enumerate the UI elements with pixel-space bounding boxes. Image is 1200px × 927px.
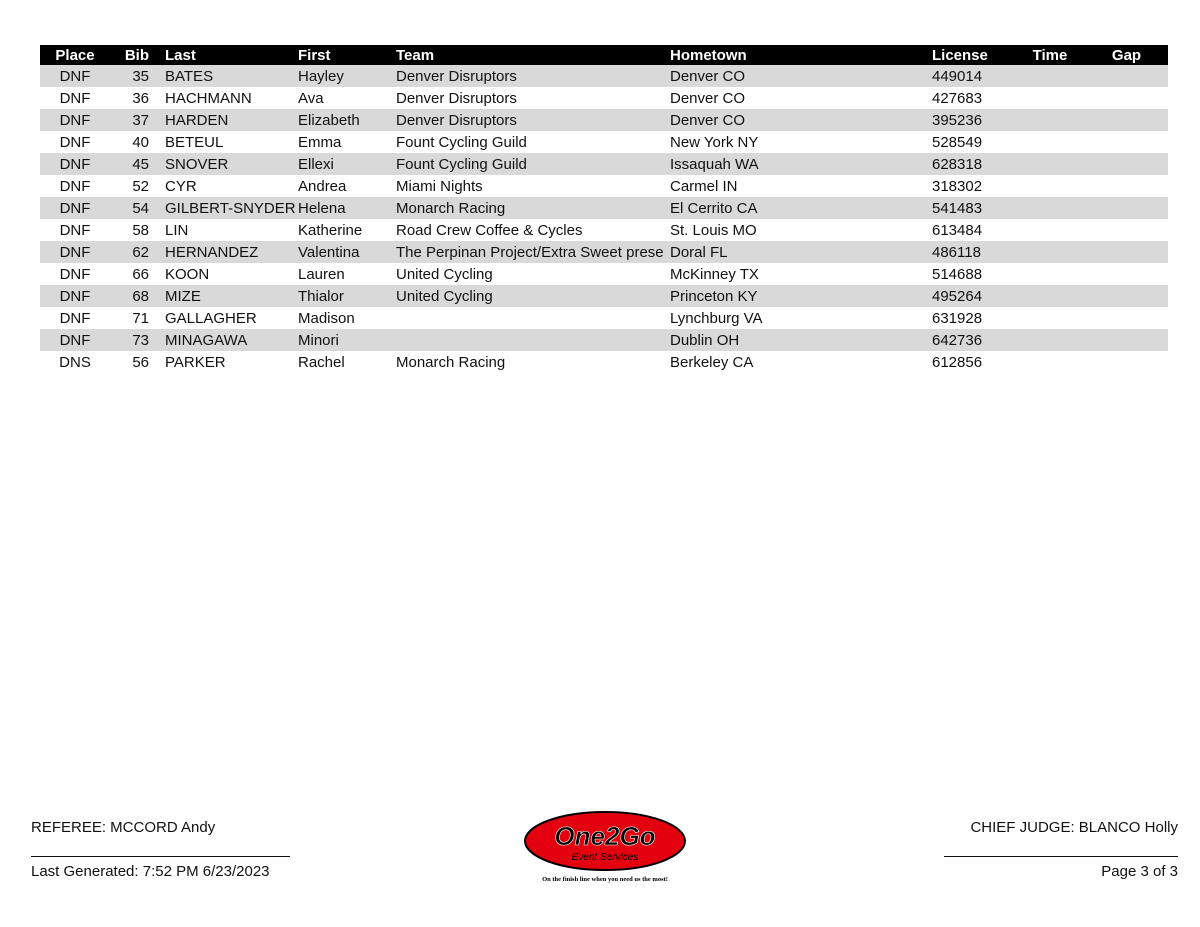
cell-gap — [1085, 87, 1168, 109]
cell-first: Madison — [298, 309, 355, 327]
cell-team: Fount Cycling Guild — [396, 153, 670, 175]
cell-time — [1015, 263, 1085, 285]
cell-license: 514688 — [932, 265, 983, 283]
cell-gap — [1085, 109, 1168, 131]
cell-time — [1015, 241, 1085, 263]
cell-time — [1015, 285, 1085, 307]
cell-place: DNF — [40, 329, 110, 351]
cell-place: DNS — [59, 353, 91, 371]
cell-team: Road Crew Coffee & Cycles — [396, 221, 583, 239]
table-row — [40, 329, 1168, 351]
cell-gap — [1085, 263, 1168, 285]
cell-last: SNOVER — [155, 153, 298, 175]
cell-bib: 58 — [132, 221, 149, 239]
table-row — [40, 285, 1168, 307]
cell-bib: 35 — [110, 65, 155, 87]
header-first: First — [298, 45, 396, 65]
header-gap: Gap — [1085, 45, 1168, 65]
cell-time — [1015, 109, 1085, 131]
cell-team: Denver Disruptors — [396, 109, 670, 131]
cell-gap — [1085, 241, 1168, 263]
cell-first: Valentina — [298, 241, 396, 263]
cell-place: DNF — [40, 197, 110, 219]
cell-first: Katherine — [298, 221, 363, 239]
cell-bib: 52 — [132, 177, 149, 195]
table-row — [40, 87, 1168, 109]
logo-subtitle: Event Services — [571, 852, 639, 863]
cell-bib: 45 — [110, 153, 155, 175]
cell-team: United Cycling — [396, 285, 670, 307]
cell-time — [1015, 87, 1085, 109]
cell-license: 495264 — [932, 285, 1015, 307]
table-row — [40, 263, 1168, 285]
cell-place: DNF — [40, 241, 110, 263]
cell-bib: 66 — [132, 265, 149, 283]
cell-gap — [1085, 285, 1168, 307]
header-license: License — [932, 45, 1015, 65]
cell-team: Fount Cycling Guild — [396, 133, 527, 151]
cell-gap — [1085, 153, 1168, 175]
cell-license: 449014 — [932, 65, 1015, 87]
cell-time — [1015, 329, 1085, 351]
cell-license: 642736 — [932, 329, 1015, 351]
cell-place: DNF — [59, 133, 91, 151]
cell-bib: 36 — [132, 89, 149, 107]
cell-place: DNF — [40, 153, 110, 175]
cell-bib: 56 — [132, 353, 149, 371]
cell-last: BETEUL — [165, 133, 224, 151]
header-place: Place — [40, 45, 110, 65]
cell-last: LIN — [165, 221, 189, 239]
header-bib: Bib — [110, 45, 155, 65]
results-body — [40, 65, 1168, 373]
cell-license: 528549 — [932, 133, 983, 151]
cell-place: DNF — [40, 285, 110, 307]
cell-license: 631928 — [932, 309, 983, 327]
table-row — [40, 65, 1168, 87]
cell-license: 628318 — [932, 153, 1015, 175]
cell-hometown: Princeton KY — [670, 285, 932, 307]
cell-last: GALLAGHER — [165, 309, 257, 327]
cell-place: DNF — [59, 89, 91, 107]
cell-place: DNF — [59, 177, 91, 195]
cell-license: 486118 — [932, 241, 1015, 263]
logo-tagline: On the finish line when you need us the most! — [542, 876, 668, 883]
cell-hometown: Issaquah WA — [670, 153, 932, 175]
table-row — [40, 197, 1168, 219]
cell-team: Miami Nights — [396, 177, 483, 195]
cell-hometown: Denver CO — [670, 89, 746, 107]
cell-team — [396, 307, 670, 329]
cell-hometown: Lynchburg VA — [670, 309, 763, 327]
cell-bib: 40 — [132, 133, 149, 151]
cell-bib: 54 — [110, 197, 155, 219]
cell-last: HACHMANN — [165, 89, 252, 107]
header-hometown: Hometown — [670, 45, 932, 65]
table-row — [40, 175, 1168, 197]
last-generated: Last Generated: 7:52 PM 6/23/2023 — [31, 863, 270, 880]
cell-first: Rachel — [298, 353, 345, 371]
cell-place: DNF — [59, 309, 91, 327]
cell-license: 427683 — [932, 89, 983, 107]
cell-team: United Cycling — [396, 265, 493, 283]
cell-first: Thialor — [298, 285, 396, 307]
cell-place: DNF — [59, 221, 91, 239]
cell-hometown: Berkeley CA — [670, 353, 754, 371]
cell-place: DNF — [40, 65, 110, 87]
cell-time — [1015, 153, 1085, 175]
cell-license: 612856 — [932, 353, 983, 371]
referee-signature-line — [31, 856, 290, 857]
cell-last: HERNANDEZ — [155, 241, 298, 263]
cell-time — [1015, 351, 1085, 373]
table-row — [40, 153, 1168, 175]
cell-time — [1015, 197, 1085, 219]
results-table — [40, 45, 1168, 373]
cell-gap — [1085, 65, 1168, 87]
table-row — [40, 241, 1168, 263]
cell-time — [1015, 65, 1085, 87]
header-team: Team — [396, 45, 670, 65]
cell-first: Hayley — [298, 65, 396, 87]
cell-last: MIZE — [155, 285, 298, 307]
cell-hometown: El Cerrito CA — [670, 197, 932, 219]
cell-first: Emma — [298, 133, 342, 151]
cell-gap — [1085, 175, 1168, 197]
cell-bib: 68 — [110, 285, 155, 307]
cell-team: Denver Disruptors — [396, 89, 517, 107]
table-row — [40, 307, 1168, 329]
cell-bib: 62 — [110, 241, 155, 263]
cell-license: 613484 — [932, 221, 983, 239]
cell-team — [396, 329, 670, 351]
cell-team: Monarch Racing — [396, 353, 506, 371]
cell-first: Andrea — [298, 177, 347, 195]
cell-hometown: Carmel IN — [670, 177, 738, 195]
cell-place: DNF — [40, 109, 110, 131]
table-row — [40, 131, 1168, 153]
chief-judge-label: CHIEF JUDGE: BLANCO Holly — [970, 819, 1178, 836]
cell-first: Elizabeth — [298, 109, 396, 131]
table-row — [40, 351, 1168, 373]
cell-last: MINAGAWA — [155, 329, 298, 351]
logo-name: One2Go — [554, 821, 656, 851]
cell-gap — [1085, 329, 1168, 351]
one2go-logo — [522, 810, 688, 884]
cell-gap — [1085, 131, 1168, 153]
cell-bib: 73 — [110, 329, 155, 351]
cell-bib: 71 — [132, 309, 149, 327]
cell-hometown: McKinney TX — [670, 265, 759, 283]
cell-first: Minori — [298, 329, 396, 351]
cell-last: GILBERT-SNYDER — [155, 197, 298, 219]
cell-last: HARDEN — [155, 109, 298, 131]
cell-last: KOON — [165, 265, 210, 283]
cell-team: Denver Disruptors — [396, 65, 670, 87]
page-number: Page 3 of 3 — [1101, 863, 1178, 880]
cell-first: Ava — [298, 89, 324, 107]
referee-label: REFEREE: MCCORD Andy — [31, 819, 216, 836]
cell-hometown: Doral FL — [670, 241, 932, 263]
table-header-row — [40, 45, 1168, 65]
cell-time — [1015, 175, 1085, 197]
cell-gap — [1085, 197, 1168, 219]
cell-bib: 37 — [110, 109, 155, 131]
header-last: Last — [155, 45, 298, 65]
cell-last: PARKER — [165, 353, 226, 371]
cell-license: 395236 — [932, 109, 1015, 131]
cell-first: Ellexi — [298, 153, 396, 175]
cell-license: 541483 — [932, 197, 1015, 219]
cell-first: Helena — [298, 197, 396, 219]
table-row — [40, 109, 1168, 131]
header-time: Time — [1015, 45, 1085, 65]
cell-last: CYR — [165, 177, 197, 195]
cell-hometown: Denver CO — [670, 65, 932, 87]
cell-gap — [1085, 219, 1168, 241]
cell-first: Lauren — [298, 265, 345, 283]
cell-last: BATES — [155, 65, 298, 87]
cell-hometown: Denver CO — [670, 109, 932, 131]
cell-gap — [1085, 307, 1168, 329]
cell-gap — [1085, 351, 1168, 373]
chief-judge-signature-line — [944, 856, 1178, 857]
cell-hometown: Dublin OH — [670, 329, 932, 351]
cell-time — [1015, 307, 1085, 329]
cell-team: Monarch Racing — [396, 197, 670, 219]
cell-hometown: St. Louis MO — [670, 221, 757, 239]
cell-place: DNF — [59, 265, 91, 283]
cell-hometown: New York NY — [670, 133, 759, 151]
table-row — [40, 219, 1168, 241]
cell-license: 318302 — [932, 177, 983, 195]
cell-team: The Perpinan Project/Extra Sweet prese — [396, 241, 670, 263]
cell-time — [1015, 219, 1085, 241]
cell-time — [1015, 131, 1085, 153]
